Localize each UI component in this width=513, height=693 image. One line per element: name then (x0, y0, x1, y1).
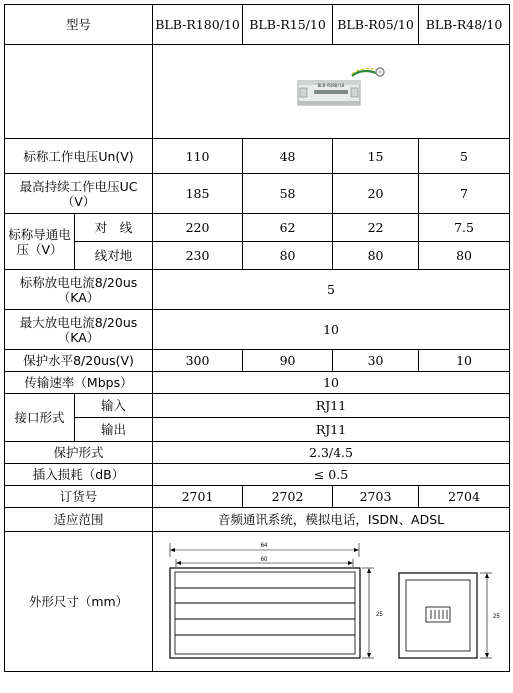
height-side: 25 (493, 613, 500, 620)
protection-level-4: 10 (419, 350, 510, 372)
conduct-ground-3: 80 (333, 242, 419, 270)
max-discharge-value: 10 (153, 310, 510, 350)
max-voltage-2: 58 (243, 174, 333, 214)
order-no-1: 2701 (153, 486, 243, 508)
application-label: 适应范围 (5, 508, 153, 532)
interface-out-label: 输出 (75, 418, 153, 442)
order-no-2: 2702 (243, 486, 333, 508)
conduct-voltage-label: 标称导通电压（V） (5, 214, 75, 270)
spec-sheet (4, 4, 510, 672)
insertion-loss-value: ≤ 0.5 (153, 464, 510, 486)
row-max-discharge (5, 310, 510, 350)
row-interface-in (5, 394, 510, 418)
max-discharge-label: 最大放电电流8/20us（KA） (5, 310, 153, 350)
rated-discharge-label: 标称放电电流8/20us（KA） (5, 270, 153, 310)
application-value: 音频通讯系统，模拟电话，ISDN、ADSL (153, 508, 510, 532)
protection-form-value: 2.3/4.5 (153, 442, 510, 464)
body-length: 60 (260, 556, 268, 563)
row-rated-voltage (5, 139, 510, 174)
row-insertion-loss (5, 464, 510, 486)
spec-table (4, 4, 510, 672)
max-voltage-label: 最高持续工作电压UC（V） (5, 174, 153, 214)
conduct-ground-4: 80 (419, 242, 510, 270)
rate-label: 传输速率（Mbps） (5, 372, 153, 394)
conduct-line-2: 62 (243, 214, 333, 242)
device-label: BLB-R180/10 (317, 82, 345, 88)
height-front: 25 (376, 611, 383, 618)
surge-protector-photo-icon (154, 46, 510, 138)
conduct-ground-label: 线对地 (75, 242, 153, 270)
rated-voltage-1: 110 (153, 139, 243, 174)
product-image-cell (153, 45, 510, 139)
order-no-3: 2703 (333, 486, 419, 508)
row-application (5, 508, 510, 532)
row-dimensions (5, 532, 510, 672)
insertion-loss-label: 插入损耗（dB） (5, 464, 153, 486)
row-protection-level (5, 350, 510, 372)
conduct-line-label: 对 线 (75, 214, 153, 242)
interface-in-label: 输入 (75, 394, 153, 418)
model-4: BLB-R48/10 (419, 5, 510, 45)
protection-level-2: 90 (243, 350, 333, 372)
dimensions-drawing-cell (153, 532, 510, 672)
dimension-drawing (154, 533, 510, 671)
row-order-no (5, 486, 510, 508)
max-voltage-4: 7 (419, 174, 510, 214)
rated-voltage-4: 5 (419, 139, 510, 174)
interface-in-value: RJ11 (153, 394, 510, 418)
max-voltage-3: 20 (333, 174, 419, 214)
protection-level-label: 保护水平8/20us(V) (5, 350, 153, 372)
conduct-line-3: 22 (333, 214, 419, 242)
conduct-ground-1: 230 (153, 242, 243, 270)
rated-voltage-2: 48 (243, 139, 333, 174)
rated-discharge-value: 5 (153, 270, 510, 310)
order-no-label: 订货号 (5, 486, 153, 508)
model-2: BLB-R15/10 (243, 5, 333, 45)
protection-level-1: 300 (153, 350, 243, 372)
rate-value: 10 (153, 372, 510, 394)
row-conduct-ground (5, 242, 510, 270)
header-row (5, 5, 510, 45)
row-interface-out (5, 418, 510, 442)
total-length: 64 (260, 542, 268, 549)
conduct-ground-2: 80 (243, 242, 333, 270)
row-max-voltage (5, 174, 510, 214)
model-3: BLB-R05/10 (333, 5, 419, 45)
rj11-port-icon (426, 607, 450, 622)
model-1: BLB-R180/10 (153, 5, 243, 45)
row-rated-discharge (5, 270, 510, 310)
rated-voltage-3: 15 (333, 139, 419, 174)
max-voltage-1: 185 (153, 174, 243, 214)
row-rate (5, 372, 510, 394)
row-conduct-line (5, 214, 510, 242)
conduct-line-4: 7.5 (419, 214, 510, 242)
protection-level-3: 30 (333, 350, 419, 372)
front-view-drawing-icon (170, 543, 383, 658)
order-no-4: 2704 (419, 486, 510, 508)
dimensions-label: 外形尺寸（mm） (5, 532, 153, 672)
row-protection-form (5, 442, 510, 464)
image-row (5, 45, 510, 139)
conduct-line-1: 220 (153, 214, 243, 242)
protection-form-label: 保护形式 (5, 442, 153, 464)
image-row-label (5, 45, 153, 139)
interface-label: 接口形式 (5, 394, 75, 442)
header-label: 型号 (5, 5, 153, 45)
side-view-drawing-icon (399, 573, 500, 658)
interface-out-value: RJ11 (153, 418, 510, 442)
rated-voltage-label: 标称工作电压Un(V) (5, 139, 153, 174)
